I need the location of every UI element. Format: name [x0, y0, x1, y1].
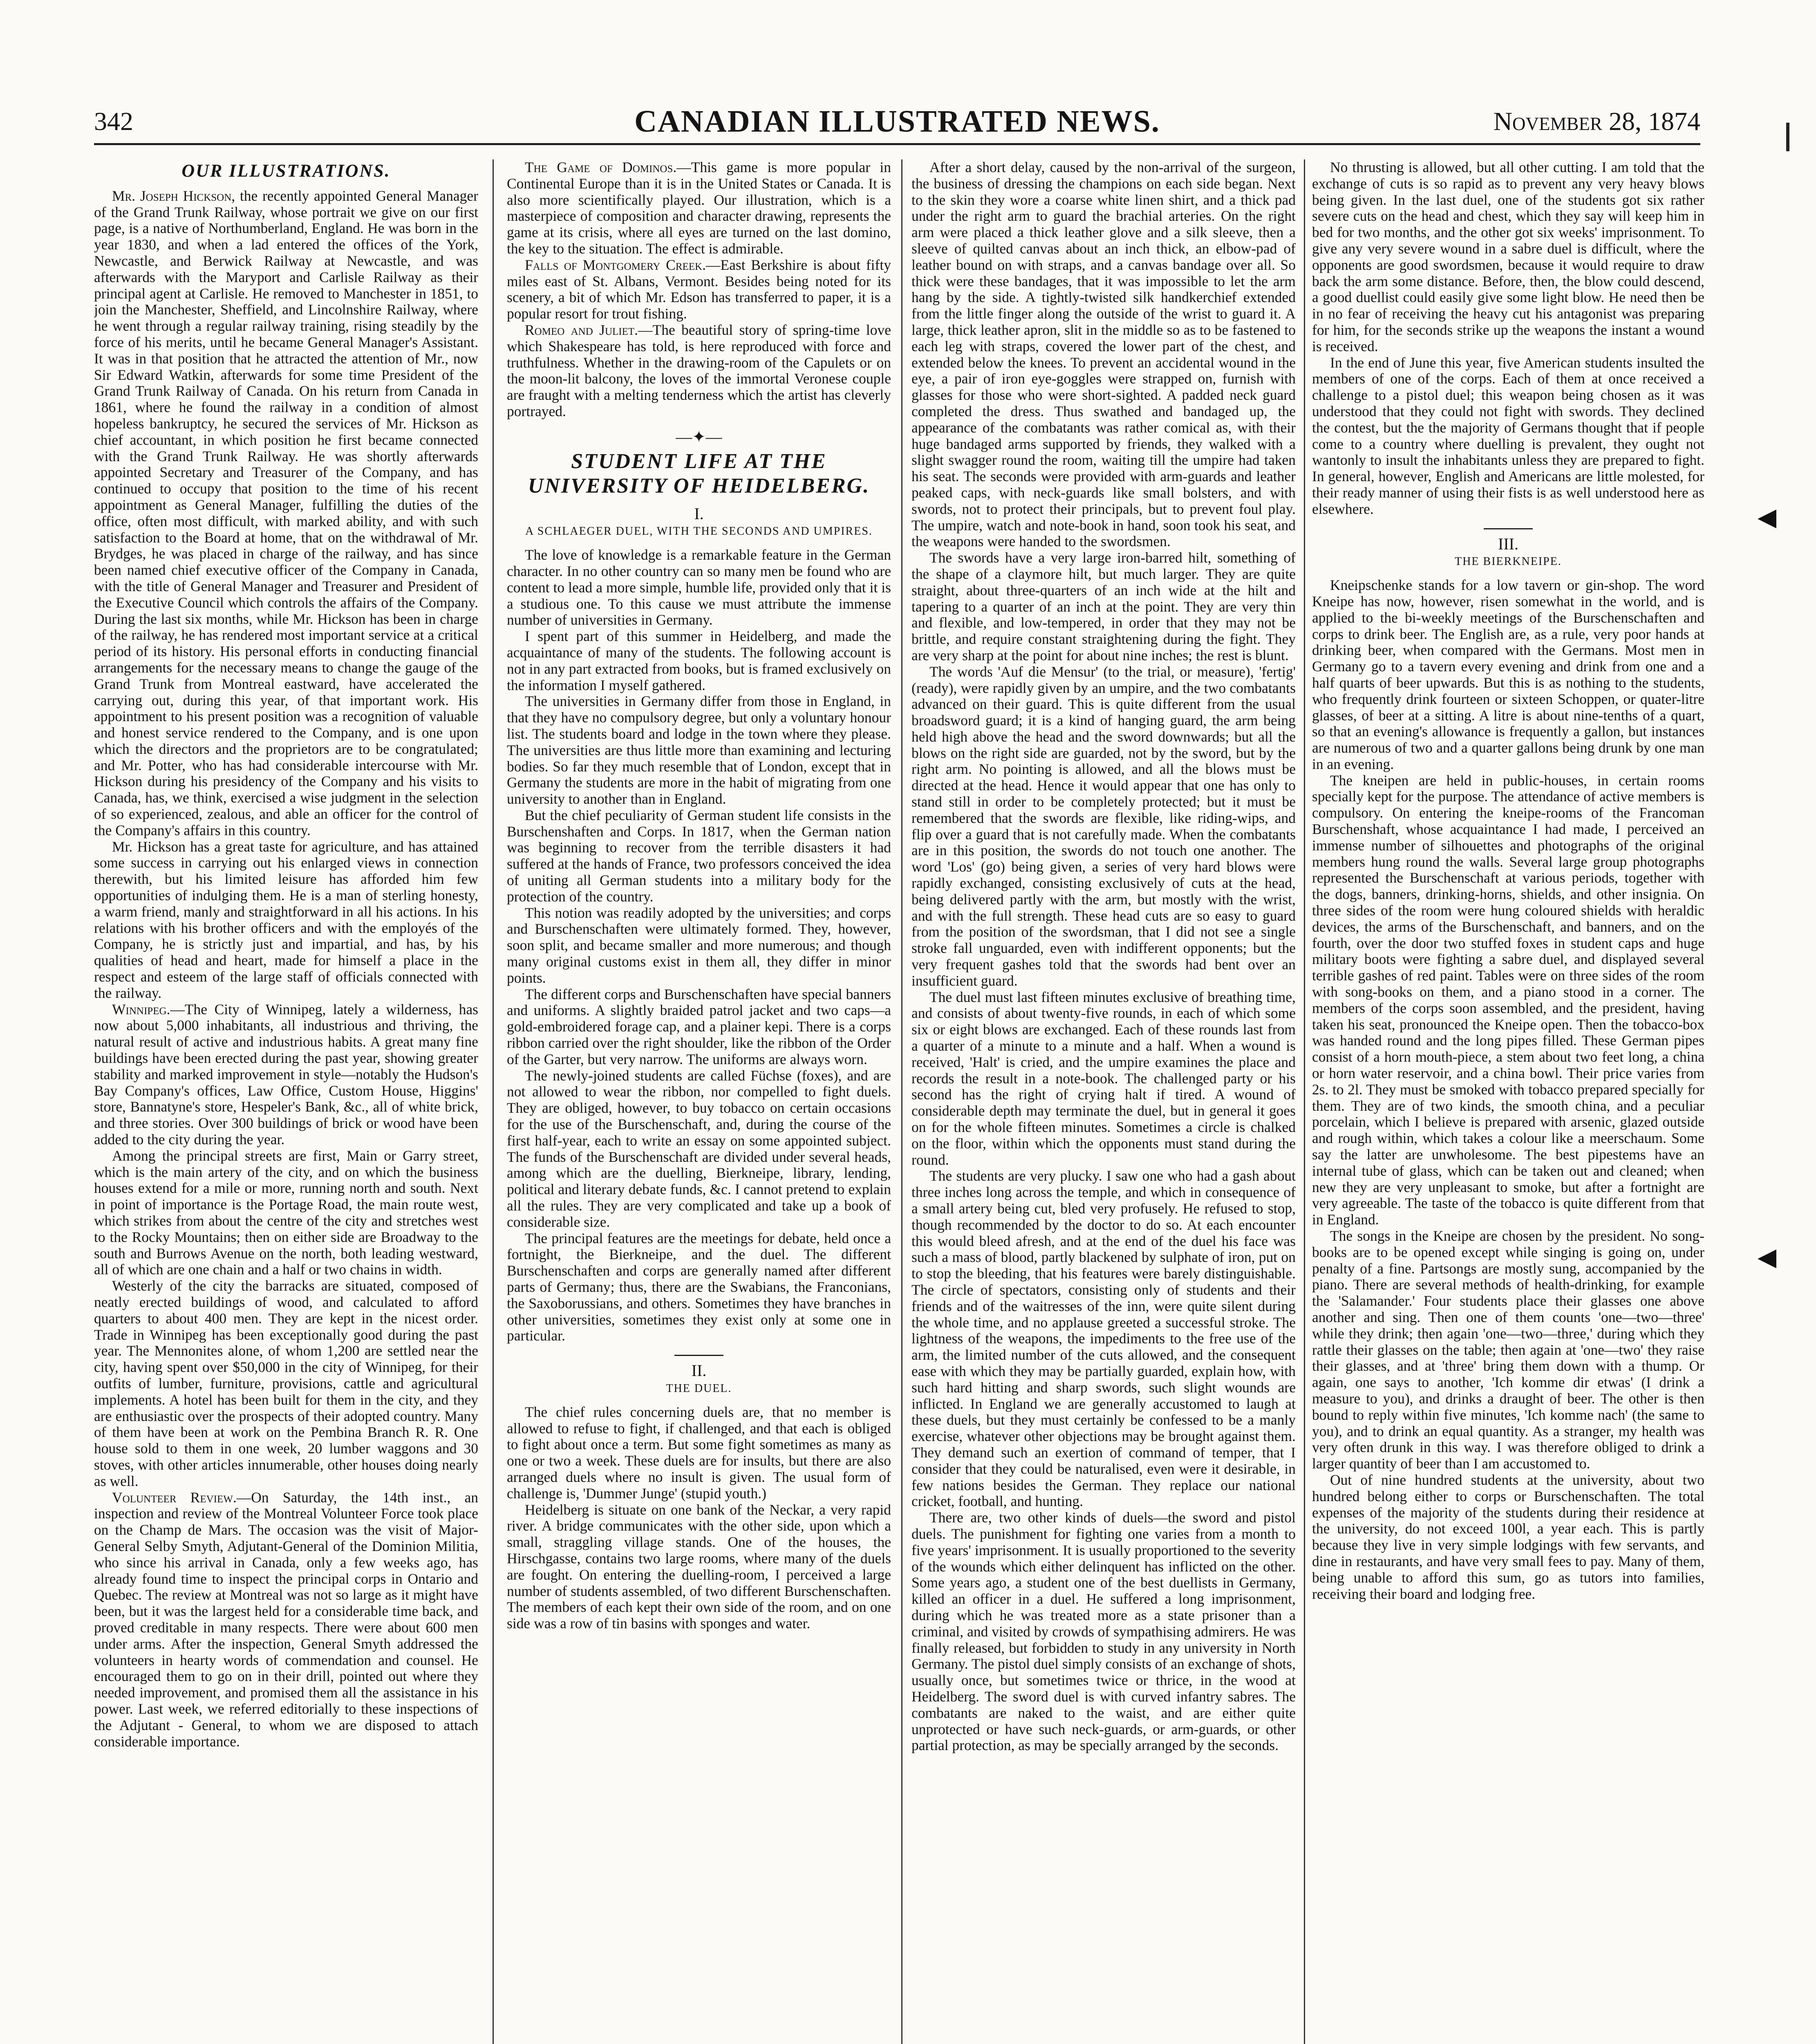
paragraph: —East Berkshire is about fifty miles east of St. Albans, Vermont. Besides being noted for its scenery, a bit of which Mr. Edson has transferred to paper, it is a popular resort for trout fishing.	[507, 256, 891, 322]
paragraph: Westerly of the city the barracks are situated, composed of neatly erected buildings of wood, and calculated to afford quarters to about 400 men. They are kept in the nicest order. Trade in Winnipeg has been exceptionally good during the past year. The Mennonites alone, of whom 1,200 are settled near the city, having spent over $50,000 in the city of Winnipeg, for their outfits of lumber, furniture, provisions, cattle and agricultural implements. A hotel has been built for them in the city, and they are enthusiastic over the prospects of their adopted country. Many of them have been at work on the Pembina Branch R. R. One house sold to them in one week, 20 lumber waggons and 30 stoves, with other articles innumerable, other houses doing nearly as well.	[94, 1278, 478, 1489]
article-volunteer	[94, 1490, 478, 1750]
newspaper-title: CANADIAN ILLUSTRATED NEWS.	[634, 104, 1160, 139]
paragraph: The chief rules concerning duels are, that no member is allowed to refuse to fight, if challenged, and that each is obliged to fight about once a term. But some fight sometimes as many as one or two a week. These duels are for insults, but there are also arranged duels where no insult is given. The usual form of challenge is, 'Dummer Junge' (stupid youth.)	[507, 1403, 891, 1502]
margin-arrow-icon: ◀	[1758, 504, 1777, 531]
paragraph: the recently appointed General Manager of the Grand Trunk Railway, whose portrait we give on our first page, is a native of Northumberland, England. He was born in the year 1830, and when a lad entered the offices of the York, Newcastle, and Berwick Railway at Newcastle, and was afterwards with the Maryport and Carlisle Railway as their principal agent at Carlisle. He removed to Manchester in 1851, to join the Manchester, Sheffield, and Lincolnshire Railway, where he went through a regular railway training, rising steadily by the force of his merits, until he became General Manager's Assistant. It was in that position that he attracted the attention of Mr., now Sir Edward Watkin, afterwards for some time President of the Grand Trunk Railway of Canada. On his return from Canada in 1861, where he found the railway in a condition of almost hopeless bankruptcy, he secured the services of Mr. Hickson as chief accountant, in which position he first became connected with the Grand Trunk Railway. He was shortly afterwards appointed Secretary and Treasurer of the Company, and has continued to occupy that position to the time of his recent appointment as General Manager, fulfilling the duties of the office, often most difficult, with marked ability, and with such satisfaction to the Board at home, that on the withdrawal of Mr. Brydges, he was placed in charge of the railway, and has since been named chief executive officer of the Company in Canada, with the title of General Manager and Treasurer and President of the Executive Council which controls the affairs of the Company. During the last six months, while Mr. Hickson has been in charge of the railway, he has rendered most important service at a critical period of its history. His personal efforts in conducting financial arrangements for the necessary means to change the gauge of the Grand Trunk from Montreal eastward, have accelerated the carrying out, during this year, of that important work. His appointment to his present position was a recognition of valuable and honest service rendered to the Company, and is one upon which the directors and the proprietors are to be congratulated; and Mr. Potter, who has had considerable intercourse with Mr. Hickson during his presidency of the Company and his visits to Canada, has, we think, exercised a wise judgment in the selection of so experienced, zealous, and able an officer for the control of the Company's affairs in this country.	[94, 187, 478, 838]
part-numeral: I.	[694, 504, 704, 523]
part-numeral: II.	[691, 1361, 707, 1380]
paragraph: In the end of June this year, five American students insulted the members of one of the corps. Each of them at once received a challenge to a pistol duel; this weapon being chosen as it was understood that they could not fight with swords. They declined the contest, but the the majority of Germans thought that if people come to a country where duelling is prevalent, they ought not wantonly to insult the inhabitants unless they are prepared to fight. In general, however, English and Americans are little molested, for their ready manner of using their fists is as well understood here as elsewhere.	[1312, 354, 1704, 517]
article-hickson	[94, 188, 478, 839]
column-2	[507, 159, 891, 2044]
run-in-heading: Volunteer Review.	[112, 1489, 237, 1506]
part-subtitle: THE DUEL.	[666, 1382, 732, 1395]
paragraph: The students are very plucky. I saw one who had a gash about three inches long across the temple, and which in consequence of a small artery being cut, bled very profusely. He refused to stop, though recommended by the doctor to do so. At each encounter this would bleed afresh, and at the end of the duel his face was such a mass of blood, partly blackened by sulphate of iron, put on to stop the bleeding, that his features were barely distinguishable. The circle of spectators, consisting only of students and their friends and of the waitresses of the inn, were quite silent during the whole time, and no applause greeted a successful stroke. The lightness of the weapons, the impediments to the free use of the arm, the limited number of the cuts allowed, and the consequent ease with which they may be partially guarded, explain how, with such hard hitting and sharp swords, such slight wounds are inflicted. In England we are generally accustomed to laugh at these duels, but they must certainly be confessed to be a manly exercise, whatever other objections may be brought against them. They demand such an exertion of command of temper, that I consider that they could be naturalised, even were it desirable, in few nations besides the German. They replace our national cricket, football, and hunting.	[911, 1168, 1296, 1510]
part-subtitle: THE BIERKNEIPE.	[1455, 555, 1562, 568]
paragraph: —The City of Winnipeg, lately a wilderness, has now about 5,000 inhabitants, all industrious and thriving, the natural result of active and industrious habits. A great many fine buildings have been erected during the past year, showing greater stability and marked improvement in style—notably the Hudson's Bay Company's offices, Law Office, Custom House, Higgins' store, Bannatyne's store, Hespeler's Bank, &c., all of white brick, and three stories. Over 300 buildings of brick or wood have been added to the city during the year.	[94, 1001, 478, 1148]
section-rule	[674, 1355, 723, 1356]
paragraph: Kneipschenke stands for a low tavern or gin-shop. The word Kneipe has now, however, risen somewhat in the world, and is applied to the bi-weekly meetings of the Burschenschaften and corps to drink beer. The English are, as a rule, very poor hands at drinking beer, when compared with the Germans. Most men in Germany go to a tavern every evening and drink from one and a half quarts of beer upwards. But this is as nothing to the students, who frequently drink fourteen or sixteen Schoppen, or quater-litre glasses, of beer at a sitting. A litre is about nine-tenths of a quart, so that an evening's allowance is frequently a gallon, but instances are numerous of two and a quarter gallons being drunk by one man in an evening.	[1312, 577, 1704, 772]
paragraph: The words 'Auf die Mensur' (to the trial, or measure), 'fertig' (ready), were rapidly given by an umpire, and the two combatants advanced on their guard. This is quite different from the usual broadsword guard; it is a kind of hanging guard, the arm being held high above the head and the sword downwards; but all the blows on the right side are guarded, not by the sword, but by the right arm. No pointing is allowed, and all the blows must be directed at the head. Hence it would appear that one has only to stand still in order to be completely protected; but it must be remembered that the swords are flexible, like riding-wips, and flip over a guard that is not carefully made. When the combatants are in this position, the swords do not touch one another. The word 'Los' (go) being given, a series of very hard blows were rapidly exchanged, consisting exclusively of cuts at the head, being delivered partly with the arm, but mostly with the wrist, and with the full strength. These head cuts are so easy to guard from the position of the swordsman, that I did not see a single stroke fall unguarded, even with indifferent opponents; but the very frequent gashes told that the swords had bent over an insufficient guard.	[911, 663, 1296, 989]
paragraph: Heidelberg is situate on one bank of the Neckar, a very rapid river. A bridge communicates with the other side, upon which a small, straggling village stands. One of the houses, the Hirschgasse, contains two large rooms, where many of the duels are fought. On entering the duelling-room, I perceived a large number of students assembled, of two different Burschenschaften. The members of each kept their own side of the room, and on one side was a row of tin basins with sponges and water.	[507, 1501, 891, 1632]
margin-arrow-icon: ◀	[1758, 1244, 1777, 1271]
paragraph: I spent part of this summer in Heidelberg, and made the acquaintance of many of the students. The following account is not in any part extracted from books, but is framed exclusively on the information I myself gathered.	[507, 628, 891, 693]
paragraph: No thrusting is allowed, but all other cutting. I am told that the exchange of cuts is so rapid as to prevent any very heavy blows being given. In the last duel, one of the students got six rather severe cuts on the head and chest, which they say will keep him in bed for two months, and the other got six weeks' imprisonment. To give any very severe wound in a sabre duel is difficult, where the opponents are good swordsmen, because it would require to draw back the arm some distance. Before, then, the blow could descend, a good duellist could easily give some light blow. He need then be in no fear of receiving the heavy cut his antagonist was preparing for him, for the seconds strike up the weapons the instant a wound is received.	[1312, 159, 1704, 354]
paragraph: Mr. Hickson has a great taste for agriculture, and has attained some success in carrying out his enlarged views in connection therewith, but his limited leisure has afforded him few opportunities of indulging them. He is a man of sterling honesty, a warm friend, manly and straightforward in all his actions. In his relations with his brother officers and with the employés of the Company, he is strictly just and impartial, and has, by his qualities of head and heart, made for himself a place in the respect and esteem of the large staff of officials connected with the railway.	[94, 838, 478, 1001]
paragraph: The kneipen are held in public-houses, in certain rooms specially kept for the purpose. The attendance of active members is compulsory. On entering the kneipe-rooms of the Francoman Burschenshaft, whose acquaintance I had made, I perceived an immense number of silhouettes and photographs of the original members hung round the walls. Several large group photographs represented the Burschenschaft at various periods, together with the dogs, banners, drinking-horns, shields, and other insignia. On three sides of the room were hung coloured shields with heraldic devices, the arms of the Burschenschaft, and banners, and on the fourth, over the door two stuffed foxes in student caps and huge military boots were fighting a sabre duel, and displayed several terrible gashes of red paint. Tables were on three sides of the room with song-books on them, and a piano stood in a corner. The members of the corps soon assembled, and the president, having taken his seat, pronounced the Kneipe open. Then the tobacco-box was handed round and the long pipes filled. These German pipes consist of a horn mouth-piece, a stem about two feet long, a china or horn water reservoir, and a china bowl. Their price varies from 2s. to 2l. They must be smoked with tobacco prepared specially for them. They are of two kinds, the smooth china, and a peculiar porcelain, which I believe is prepared with arsenic, glazed outside and rough within, which takes a colour like a meerschaum. Some say the latter are unwholesome. The best pipestems have an internal tube of glass, which can be taken out and cleaned; when new they are very unpleasant to smoke, but after a fortnight are very agreeable. The taste of the tobacco is quite different from that in England.	[1312, 772, 1704, 1228]
part-subtitle: A SCHLAEGER DUEL, WITH THE SECONDS AND UMPIRES.	[525, 525, 873, 538]
paragraph: The songs in the Kneipe are chosen by the president. No song-books are to be opened except while singing is going on, under penalty of a fine. Partsongs are mostly sung, accompanied by the piano. There are several methods of health-drinking, for example the 'Salamander.' Four students place their glasses one above another and sing. Then one of them counts 'one—two—three' while they drink; then again 'one—two—three,' during which they rattle their glasses on the table; then again at 'one—two' they raise their glasses, and at 'three' bring them down with a thump. Or again, one says to another, 'Ich komme dir etwas' (I drink a measure to you), and drinks a draught of beer. The other is then bound to reply within five minutes, 'Ich komme nach' (the same to you), and to drink an equal quantity. As a stranger, my health was very often drunk in this way. I was therefore obliged to drink a larger quantity of beer than I am accustomed to.	[1312, 1228, 1704, 1472]
run-in-heading: The Game of Dominos.	[525, 159, 677, 175]
paragraph: This notion was readily adopted by the universities; and corps and Burschenschaften were ultimately formed. They, however, soon split, and became smaller and more numerous; and though many original customs exist in them all, they differ in minor points.	[507, 904, 891, 986]
paragraph: —The beautiful story of spring-time love which Shakespeare has told, is here reproduced with force and truthfulness. Whether in the drawing-room of the Capulets or on the moon-lit balcony, the loves of the immortal Veronese couple are fraught with a melting tenderness which the artist has cleverly portrayed.	[507, 321, 891, 419]
run-in-heading: Romeo and Juliet.	[525, 321, 638, 338]
article-dominos	[507, 159, 891, 257]
paragraph: —On Saturday, the 14th inst., an inspection and review of the Montreal Volunteer Force took place on the Champ de Mars. The occasion was the visit of Major-General Selby Smyth, Adjutant-General of the Dominion Militia, who since his arrival in Canada, only a few weeks ago, has already found time to inspect the principal corps in Ontario and Quebec. The review at Montreal was not so large as it might have been, but it was the largest held for a considerable time back, and proved creditable in many respects. There were about 600 men under arms. After the inspection, General Smyth addressed the volunteers in hearty words of commendation and counsel. He encouraged them to go on in their drill, pointed out where they needed improvement, and promised them all the assistance in his power. Last week, we referred editorially to these inspections of the Adjutant - General, to whom we are disposed to attach considerable importance.	[94, 1489, 478, 1750]
article-romeo	[507, 322, 891, 420]
paragraph: Out of nine hundred students at the university, about two hundred belong either to corps or Burschenschaften. The total expenses of the majority of the students during their residence at the university, do not exceed 100l, a year each. This is partly because they live in very simple lodgings with few servants, and dine in restaurants, and have very small fees to pay. Many of them, being unable to afford this sum, go as tutors into families, receiving their board and lodging free.	[1312, 1471, 1704, 1602]
paragraph: There are, two other kinds of duels—the sword and pistol duels. The punishment for fighting one varies from a month to five years' imprisonment. It is usually proportioned to the severity of the wounds which either delinquent has inflicted on the other. Some years ago, a student one of the best duellists in Germany, killed an officer in a duel. He suffered a long imprisonment, during which he was treated more as a state prisoner than a criminal, and visited by crowds of sympathising admirers. He was finally released, but forbidden to study in any university in North Germany. The pistol duel simply consists of an exchange of shots, usually once, but sometimes twice or thrice, in the wood at Heidelberg. The sword duel is with curved infantry sabres. The combatants are naked to the waist, and are either quite unprotected or have such neck-guards, or arm-guards, or other partial protection, as may be specially arranged by the seconds.	[911, 1509, 1296, 1754]
run-in-heading: Mr. Joseph Hickson,	[112, 187, 235, 204]
column-rule	[1304, 159, 1305, 2044]
column-rule	[901, 159, 902, 2044]
run-in-heading: Winnipeg.	[112, 1001, 170, 1018]
paragraph: After a short delay, caused by the non-arrival of the surgeon, the business of dressing the champions on each side began. Next to the skin they wore a coarse white linen shirt, and a thick pad under the right arm to guard the brachial arteries. On the right arm were placed a thick leather glove and a silk sleeve, then a sleeve of quilted canvas about an inch thick, an elbow-pad of leather bound on with straps, and a canvas bandage over all. So thick were these bandages, that it was impossible to let the arm hang by the side. A tightly-twisted silk handkerchief extended from the little finger along the outside of the wrist to guard it. A large, thick leather apron, slit in the middle so as to be fastened to each leg with straps, covered the lower part of the chest, and extended below the knees. To prevent an accidental wound in the eye, a pair of iron eye-goggles were strapped on, furnish with glasses for those who were short-sighted. A padded neck guard completed the dress. Thus swathed and bandaged up, the appearance of the combatants was rather comical as, with their huge bandaged arms supported by friends, they walked with a slight swagger round the room, waiting till the umpire had taken his seat. The seconds were provided with arm-guards and leather peaked caps, with neck-guards like small bolsters, and with swords, not to protect their principals, but to prevent foul play. The umpire, watch and note-book in hand, soon took his seat, and the weapons were handed to the swordsmen.	[911, 159, 1296, 550]
paragraph: The principal features are the meetings for debate, held once a fortnight, the Bierkneipe, and the duel. The different Burschenschaften and corps are generally named after different parts of Germany; thus, there are the Swabians, the Franconians, the Saxoborussians, and others. Sometimes they have branches in other universities, sometimes they exist only at some one in particular.	[507, 1230, 891, 1344]
column-rule	[493, 159, 494, 2044]
paragraph: The universities in Germany differ from those in England, in that they have no compulsory degree, but only a voluntary honour list. The students board and lodge in the town where they please. The universities are thus little more than examining and lecturing bodies. So far they much resemble that of London, except that in Germany the students are more in the habit of migrating from one university to another than in England.	[507, 693, 891, 807]
masthead-rule	[94, 143, 1700, 145]
article-title: STUDENT LIFE AT THE UNIVERSITY OF HEIDELBERG.	[528, 449, 870, 498]
column-3	[911, 159, 1296, 2044]
paragraph: The newly-joined students are called Füchse (foxes), and are not allowed to wear the ribbon, nor compelled to fight duels. They are obliged, however, to buy tobacco on certain occasions for the use of the Burschenschaft, and, during the course of the first half-year, each to write an essay on some appointed subject. The funds of the Burschenschaft are divided under several heads, among which are the duelling, Bierkneipe, library, lending, political and literary debate funds, &c. I cannot pretend to explain all the rules. They are very complicated and take up a book of considerable size.	[507, 1067, 891, 1230]
section-rule	[1484, 528, 1533, 529]
paragraph: The different corps and Burschenschaften have special banners and uniforms. A slightly braided patrol jacket and two caps—a gold-embroidered forage cap, and a plainer kepi. There is a corps ribbon carried over the right shoulder, like the ribbon of the Order of the Garter, but very narrow. The uniforms are always worn.	[507, 986, 891, 1067]
paragraph: The love of knowledge is a remarkable feature in the German character. In no other country can so many men be found who are content to lead a more simple, humble life, provided only that it is a studious one. To this cause we must attribute the immense number of universities in Germany.	[507, 547, 891, 628]
paragraph: —This game is more popular in Continental Europe than it is in the United States or Canada. It is also more scientifically played. Our illustration, which is a masterpiece of composition and character drawing, represents the game at its crisis, where all eyes are turned on the last domino, the key to the situation. The effect is admirable.	[507, 159, 891, 257]
paragraph: But the chief peculiarity of German student life consists in the Burschenshaften and Corps. In 1817, when the German nation was beginning to recover from the terrible disasters it had suffered at the hands of France, two professors conceived the idea of uniting all German students into a military body for the protection of the country.	[507, 807, 891, 905]
page-number: 342	[94, 107, 133, 136]
section-heading: OUR ILLUSTRATIONS.	[181, 161, 391, 181]
article-falls	[507, 257, 891, 322]
column-1	[94, 159, 478, 2044]
column-4	[1312, 159, 1704, 2044]
paragraph: Among the principal streets are first, Main or Garry street, which is the main artery of the city, and on which the business houses extend for a mile or more, running north and south. Next in point of importance is the Portage Road, the main route west, which strikes from about the centre of the city and stretches west to the Rocky Mountains; then on either side are Broadway to the south and Burrows Avenue on the north, both leading westward, all of which are one chain and a half or two chains in width.	[94, 1147, 478, 1278]
masthead	[94, 98, 1700, 139]
article-winnipeg	[94, 1002, 478, 1148]
page-edge-mark	[1786, 123, 1789, 151]
issue-date: November 28, 1874	[1493, 107, 1700, 136]
paragraph: The swords have a very large iron-barred hilt, something of the shape of a claymore hilt, but much larger. They are quite straight, about three-quarters of an inch wide at the hilt and tapering to a quarter of an inch at the point. They are very thin and flexible, and low-tempered, in order that they may not be brittle, and require constant straightening during the fight. They are very sharp at the point for about nine inches; the rest is blunt.	[911, 549, 1296, 663]
run-in-heading: Falls of Montgomery Creek.	[525, 256, 706, 273]
ornament-divider: —✦—	[676, 427, 722, 446]
part-numeral: III.	[1498, 534, 1518, 553]
paragraph: The duel must last fifteen minutes exclusive of breathing time, and consists of about twenty-five rounds, in each of which some six or eight blows are exchanged. Each of these rounds last from a quarter of a minute to a minute and a half. When a wound is received, 'Halt' is cried, and the umpire examines the place and records the result in a note-book. The challenged party or his second has the right of crying halt if tired. A wound of considerable depth may terminate the duel, but in general it goes on for the whole fifteen minutes. Sometimes a circle is chalked on the floor, within which the opponents must stand during the round.	[911, 988, 1296, 1168]
